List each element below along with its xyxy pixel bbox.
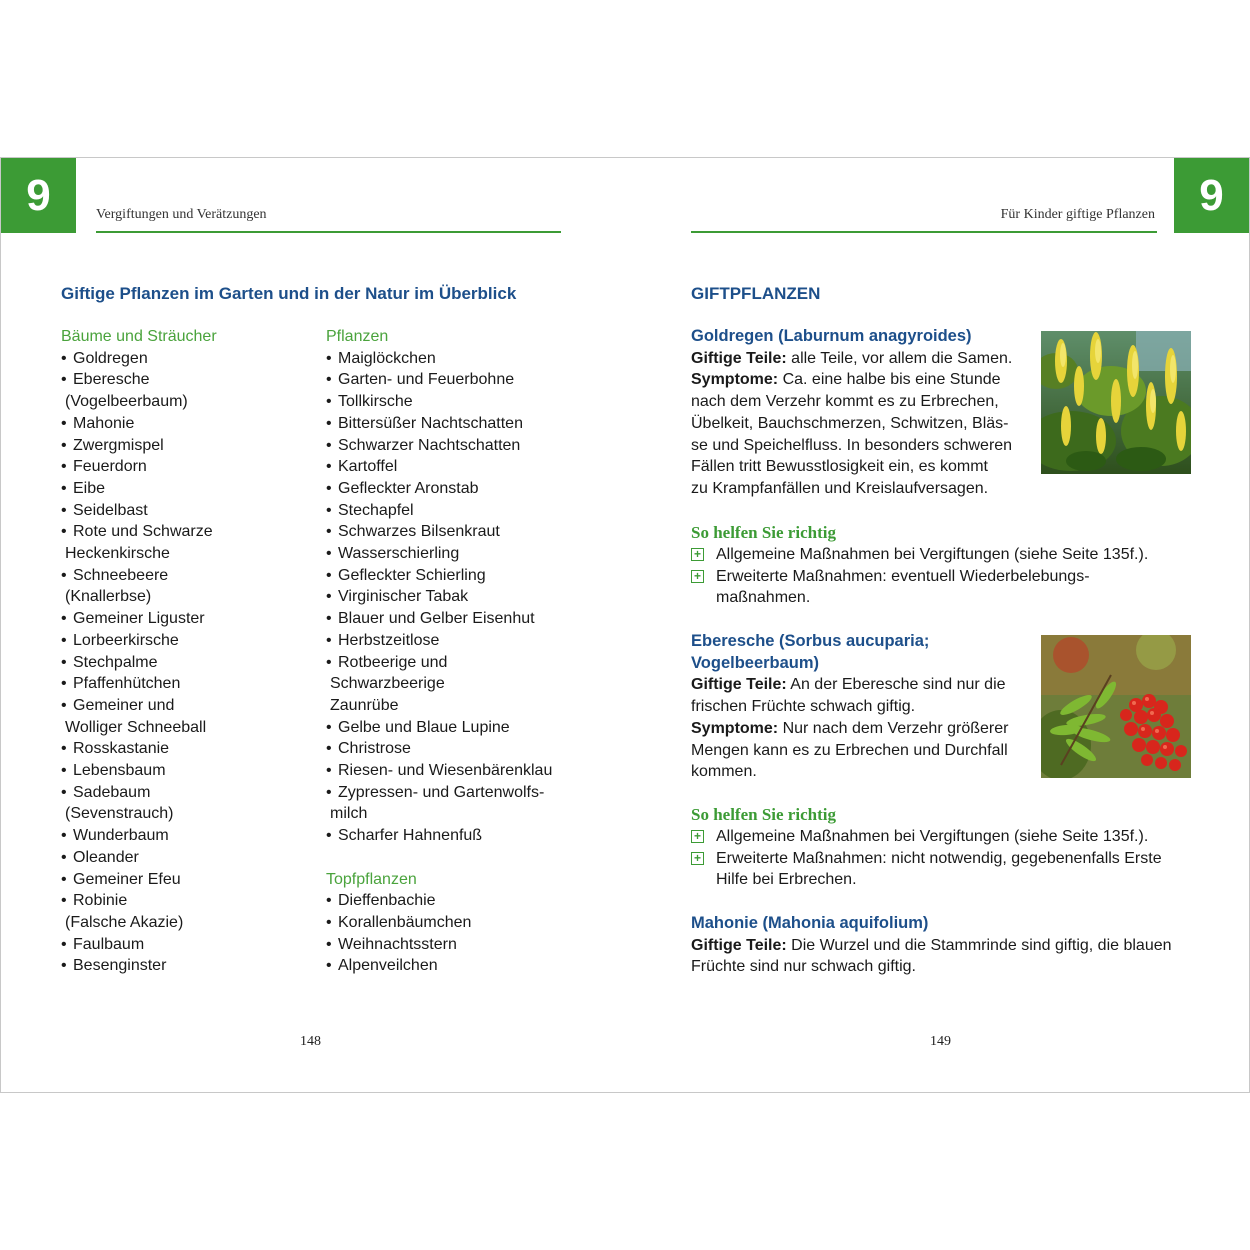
trees-column bbox=[61, 326, 311, 977]
list-item-text: Wolliger Schneeball bbox=[65, 718, 207, 736]
bullet: • bbox=[61, 436, 67, 454]
list-item-text: Rotbeerige und bbox=[338, 653, 448, 671]
list-item bbox=[326, 630, 566, 652]
list-item bbox=[61, 673, 311, 695]
bullet: • bbox=[326, 762, 332, 780]
list-item-text: Heckenkirsche bbox=[65, 545, 170, 563]
list-item-text: milch bbox=[330, 805, 368, 823]
goldregen-symptoms-line: Fällen tritt Bewusstlosigkeit ein, es kommt bbox=[691, 458, 988, 476]
plants-column bbox=[326, 326, 566, 977]
bullet: • bbox=[61, 675, 67, 693]
help-item-line: Allgemeine Maßnahmen bei Vergiftungen (siehe Seite 135f.). bbox=[716, 828, 1149, 845]
help-item-line: Erweiterte Maßnahmen: eventuell Wiederbelebungs- bbox=[716, 567, 1090, 585]
list-item bbox=[326, 760, 566, 782]
list-item bbox=[326, 500, 566, 522]
list-item bbox=[326, 456, 566, 478]
list-item-text: Besenginster bbox=[73, 957, 167, 975]
list-item bbox=[326, 413, 566, 435]
list-item-text: (Falsche Akazie) bbox=[65, 913, 184, 931]
list-item bbox=[61, 955, 311, 977]
list-item bbox=[326, 652, 566, 674]
list-item bbox=[326, 825, 566, 847]
mahonie-parts bbox=[691, 935, 1201, 978]
mahonie-title: Mahonie (Mahonia aquifolium) bbox=[691, 914, 929, 932]
plus-square-icon: + bbox=[691, 548, 704, 561]
bullet: • bbox=[326, 566, 332, 584]
list-item bbox=[61, 825, 311, 847]
list-item-text: Maiglöckchen bbox=[338, 349, 436, 367]
bullet: • bbox=[61, 610, 67, 628]
list-item bbox=[61, 695, 311, 717]
list-item bbox=[61, 847, 311, 869]
bullet: • bbox=[326, 892, 332, 910]
list-item-text: Lebensbaum bbox=[73, 762, 166, 780]
list-item-text: (Knallerbse) bbox=[65, 588, 152, 606]
goldregen-parts-text: alle Teile, vor allem die Samen. bbox=[786, 349, 1013, 367]
header-rule-left bbox=[96, 231, 561, 233]
goldregen-symptoms bbox=[691, 369, 1021, 499]
list-item bbox=[326, 955, 566, 977]
page-number-right: 149 bbox=[930, 1034, 951, 1049]
bullet: • bbox=[61, 414, 67, 432]
list-item-text: Gefleckter Schierling bbox=[338, 566, 486, 584]
plants-subheading: Pflanzen bbox=[326, 328, 389, 345]
bullet: • bbox=[326, 501, 332, 519]
plus-square-icon: + bbox=[691, 570, 704, 583]
list-item-text: Korallenbäumchen bbox=[338, 913, 472, 931]
bullet: • bbox=[61, 957, 67, 975]
bullet: • bbox=[326, 935, 332, 953]
bullet: • bbox=[61, 783, 67, 801]
list-item-text: Schwarzer Nachtschatten bbox=[338, 436, 521, 454]
list-item bbox=[61, 717, 311, 739]
list-item bbox=[326, 391, 566, 413]
rowan-berries-image bbox=[1041, 635, 1191, 778]
bullet: • bbox=[61, 349, 67, 367]
list-item bbox=[326, 738, 566, 760]
bullet: • bbox=[61, 653, 67, 671]
bullet: • bbox=[326, 827, 332, 845]
bullet: • bbox=[61, 501, 67, 519]
mahonie-entry bbox=[691, 913, 1201, 978]
list-item-text: Virginischer Tabak bbox=[338, 588, 469, 606]
list-item-text: Weihnachtsstern bbox=[338, 935, 457, 953]
list-item bbox=[326, 912, 566, 934]
goldregen-symptoms-line: nach dem Verzehr kommt es zu Erbrechen, bbox=[691, 393, 999, 411]
list-item bbox=[61, 608, 311, 630]
list-item-text: Gemeiner Efeu bbox=[73, 870, 181, 888]
bullet: • bbox=[61, 696, 67, 714]
help-item-line: Erweiterte Maßnahmen: nicht notwendig, gegebenenfalls Erste bbox=[716, 849, 1162, 867]
list-item-text: Gelbe und Blaue Lupine bbox=[338, 718, 510, 736]
list-item bbox=[326, 608, 566, 630]
list-item bbox=[326, 348, 566, 370]
goldregen-symptoms-line: se und Speichelfluss. In besonders schweren bbox=[691, 436, 1013, 454]
mahonie-parts-label: Giftige Teile: bbox=[691, 936, 787, 954]
list-item-text: Scharfer Hahnenfuß bbox=[338, 827, 483, 845]
plus-square-icon: + bbox=[691, 852, 704, 865]
list-item bbox=[326, 369, 566, 391]
list-item bbox=[326, 521, 566, 543]
eberesche-entry bbox=[691, 631, 1021, 783]
list-item bbox=[61, 652, 311, 674]
list-item-text: Wasserschierling bbox=[338, 545, 460, 563]
chapter-number-right: 9 bbox=[1174, 158, 1249, 233]
goldregen-title: Goldregen (Laburnum anagyroides) bbox=[691, 327, 972, 345]
list-item-text: Zwergmispel bbox=[73, 436, 164, 454]
list-item bbox=[326, 695, 566, 717]
list-item-text: Stechapfel bbox=[338, 501, 414, 519]
bullet: • bbox=[61, 458, 67, 476]
list-item bbox=[326, 565, 566, 587]
bullet: • bbox=[326, 349, 332, 367]
eberesche-parts-line: An der Eberesche sind nur die bbox=[786, 676, 1006, 694]
help-item-line: Allgemeine Maßnahmen bei Vergiftungen (siehe Seite 135f.). bbox=[716, 546, 1149, 563]
list-item-text: Seidelbast bbox=[73, 501, 148, 519]
list-item-text: Schwarzes Bilsenkraut bbox=[338, 523, 500, 541]
list-item-text: Gemeiner und bbox=[73, 696, 175, 714]
list-item bbox=[326, 478, 566, 500]
chapter-number-left: 9 bbox=[1, 158, 76, 233]
list-item-text: Rosskastanie bbox=[73, 740, 170, 758]
list-item bbox=[61, 565, 311, 587]
goldregen-entry bbox=[691, 326, 1021, 500]
bullet: • bbox=[326, 957, 332, 975]
list-item bbox=[61, 369, 311, 391]
list-item-text: Pfaffenhütchen bbox=[73, 675, 181, 693]
right-page-heading: GIFTPFLANZEN bbox=[691, 284, 821, 303]
goldregen-symptoms-line: zu Krampfanfällen und Kreislaufversagen. bbox=[691, 479, 989, 497]
left-page-heading: Giftige Pflanzen im Garten und in der Natur im Überblick bbox=[61, 284, 517, 303]
bullet: • bbox=[326, 393, 332, 411]
list-item bbox=[61, 934, 311, 956]
bullet: • bbox=[61, 848, 67, 866]
bullet: • bbox=[61, 762, 67, 780]
running-head-right: Für Kinder giftige Pflanzen bbox=[1000, 207, 1155, 222]
eberesche-help-heading: So helfen Sie richtig bbox=[691, 805, 836, 824]
list-item bbox=[326, 782, 566, 804]
list-item bbox=[61, 413, 311, 435]
list-item bbox=[326, 890, 566, 912]
goldregen-symptoms-label: Symptome: bbox=[691, 371, 779, 389]
bullet: • bbox=[61, 870, 67, 888]
eberesche-photo bbox=[1041, 635, 1191, 778]
list-item bbox=[61, 500, 311, 522]
list-item bbox=[326, 543, 566, 565]
bullet: • bbox=[61, 566, 67, 584]
list-item bbox=[61, 630, 311, 652]
goldregen-parts-label: Giftige Teile: bbox=[691, 349, 787, 367]
list-item-text: Riesen- und Wiesenbärenklau bbox=[338, 762, 553, 780]
bullet: • bbox=[61, 935, 67, 953]
plants-list bbox=[326, 348, 566, 847]
list-item bbox=[61, 803, 311, 825]
bullet: • bbox=[326, 458, 332, 476]
list-item-text: Schneebeere bbox=[73, 566, 169, 584]
bullet: • bbox=[61, 523, 67, 541]
running-head-left: Vergiftungen und Verätzungen bbox=[96, 207, 267, 222]
list-item bbox=[61, 348, 311, 370]
list-item-text: (Vogelbeerbaum) bbox=[65, 393, 188, 411]
list-item bbox=[61, 738, 311, 760]
list-item bbox=[61, 435, 311, 457]
list-item-text: Kartoffel bbox=[338, 458, 398, 476]
bullet: • bbox=[326, 371, 332, 389]
list-item-text: Robinie bbox=[73, 892, 128, 910]
list-item-text: Herbstzeitlose bbox=[338, 631, 440, 649]
bullet: • bbox=[326, 653, 332, 671]
eberesche-title-line: Vogelbeerbaum) bbox=[691, 653, 820, 672]
help-item-line: Hilfe bei Erbrechen. bbox=[716, 871, 857, 889]
goldregen-help-heading: So helfen Sie richtig bbox=[691, 523, 836, 542]
bullet: • bbox=[61, 479, 67, 497]
list-item-text: Faulbaum bbox=[73, 935, 145, 953]
eberesche-parts-label: Giftige Teile: bbox=[691, 676, 787, 694]
bullet: • bbox=[326, 523, 332, 541]
bullet: • bbox=[326, 545, 332, 563]
list-item-text: (Sevenstrauch) bbox=[65, 805, 174, 823]
bullet: • bbox=[326, 718, 332, 736]
goldregen-parts bbox=[691, 348, 1021, 370]
laburnum-image bbox=[1041, 331, 1191, 474]
list-item bbox=[61, 912, 311, 934]
bullet: • bbox=[61, 371, 67, 389]
list-item bbox=[326, 803, 566, 825]
bullet: • bbox=[326, 783, 332, 801]
help-item bbox=[691, 826, 1191, 848]
bullet: • bbox=[326, 436, 332, 454]
list-item bbox=[326, 435, 566, 457]
list-item-text: Blauer und Gelber Eisenhut bbox=[338, 610, 535, 628]
list-item bbox=[61, 782, 311, 804]
list-item-text: Zaunrübe bbox=[330, 696, 399, 714]
eberesche-parts bbox=[691, 674, 1021, 717]
goldregen-symptoms-line: Übelkeit, Bauchschmerzen, Schwitzen, Bläs- bbox=[691, 414, 1009, 432]
bullet: • bbox=[61, 631, 67, 649]
pot-subheading: Topfpflanzen bbox=[326, 870, 417, 888]
list-item-text: Bittersüßer Nachtschatten bbox=[338, 414, 523, 432]
trees-subheading: Bäume und Sträucher bbox=[61, 328, 217, 345]
list-item bbox=[61, 890, 311, 912]
mahonie-parts-line: Früchte sind nur schwach giftig. bbox=[691, 958, 916, 976]
list-item-text: Goldregen bbox=[73, 349, 148, 367]
list-item-text: Schwarzbeerige bbox=[330, 675, 445, 693]
goldregen-help-list bbox=[691, 544, 1191, 609]
bullet: • bbox=[61, 740, 67, 758]
bullet: • bbox=[326, 414, 332, 432]
list-item-text: Garten- und Feuerbohne bbox=[338, 371, 515, 389]
goldregen-symptoms-line: Ca. eine halbe bis eine Stunde bbox=[778, 371, 1001, 389]
mahonie-parts-line: Die Wurzel und die Stammrinde sind giftig, die blauen bbox=[786, 936, 1172, 954]
bullet: • bbox=[326, 588, 332, 606]
list-item bbox=[326, 934, 566, 956]
eberesche-help-list bbox=[691, 826, 1191, 891]
list-item bbox=[326, 673, 566, 695]
pot-list bbox=[326, 890, 566, 977]
list-item bbox=[61, 543, 311, 565]
eberesche-title-line: Eberesche (Sorbus aucuparia; bbox=[691, 632, 930, 650]
book-spread bbox=[0, 157, 1250, 1093]
eberesche-symptoms-line: Nur nach dem Verzehr größerer bbox=[778, 719, 1009, 737]
list-item-text: Christrose bbox=[338, 740, 411, 758]
help-item-line: maßnahmen. bbox=[716, 589, 811, 607]
list-item-text: Tollkirsche bbox=[338, 393, 413, 411]
list-item-text: Eberesche bbox=[73, 371, 150, 389]
bullet: • bbox=[61, 827, 67, 845]
list-item bbox=[61, 586, 311, 608]
eberesche-symptoms-label: Symptome: bbox=[691, 719, 779, 737]
bullet: • bbox=[326, 631, 332, 649]
list-item-text: Gefleckter Aronstab bbox=[338, 479, 479, 497]
plus-square-icon: + bbox=[691, 830, 704, 843]
list-item bbox=[61, 478, 311, 500]
help-item bbox=[691, 848, 1191, 891]
list-item bbox=[61, 521, 311, 543]
eberesche-symptoms bbox=[691, 718, 1021, 783]
eberesche-parts-line: frischen Früchte schwach giftig. bbox=[691, 698, 916, 716]
list-item-text: Stechpalme bbox=[73, 653, 158, 671]
goldregen-photo bbox=[1041, 331, 1191, 474]
list-item-text: Eibe bbox=[73, 479, 106, 497]
eberesche-title bbox=[691, 631, 1021, 674]
list-item-text: Mahonie bbox=[73, 414, 135, 432]
eberesche-symptoms-line: Mengen kann es zu Erbrechen und Durchfall bbox=[691, 741, 1008, 759]
help-item bbox=[691, 566, 1191, 609]
list-item bbox=[61, 391, 311, 413]
list-item bbox=[61, 456, 311, 478]
list-item bbox=[326, 586, 566, 608]
header-rule-right bbox=[691, 231, 1157, 233]
trees-list bbox=[61, 348, 311, 977]
list-item-text: Gemeiner Liguster bbox=[73, 610, 205, 628]
list-item-text: Oleander bbox=[73, 848, 139, 866]
list-item-text: Rote und Schwarze bbox=[73, 523, 213, 541]
bullet: • bbox=[326, 610, 332, 628]
list-item-text: Alpenveilchen bbox=[338, 957, 438, 975]
bullet: • bbox=[326, 479, 332, 497]
list-item-text: Lorbeerkirsche bbox=[73, 631, 179, 649]
bullet: • bbox=[326, 740, 332, 758]
bullet: • bbox=[61, 892, 67, 910]
list-item-text: Sadebaum bbox=[73, 783, 151, 801]
list-item-text: Dieffenbachie bbox=[338, 892, 436, 910]
list-item-text: Zypressen- und Gartenwolfs- bbox=[338, 783, 545, 801]
list-item bbox=[61, 760, 311, 782]
page-number-left: 148 bbox=[300, 1034, 321, 1049]
list-item-text: Feuerdorn bbox=[73, 458, 147, 476]
list-item-text: Wunderbaum bbox=[73, 827, 169, 845]
eberesche-symptoms-line: kommen. bbox=[691, 763, 757, 781]
help-item bbox=[691, 544, 1191, 566]
list-item bbox=[61, 869, 311, 891]
list-item bbox=[326, 717, 566, 739]
bullet: • bbox=[326, 913, 332, 931]
